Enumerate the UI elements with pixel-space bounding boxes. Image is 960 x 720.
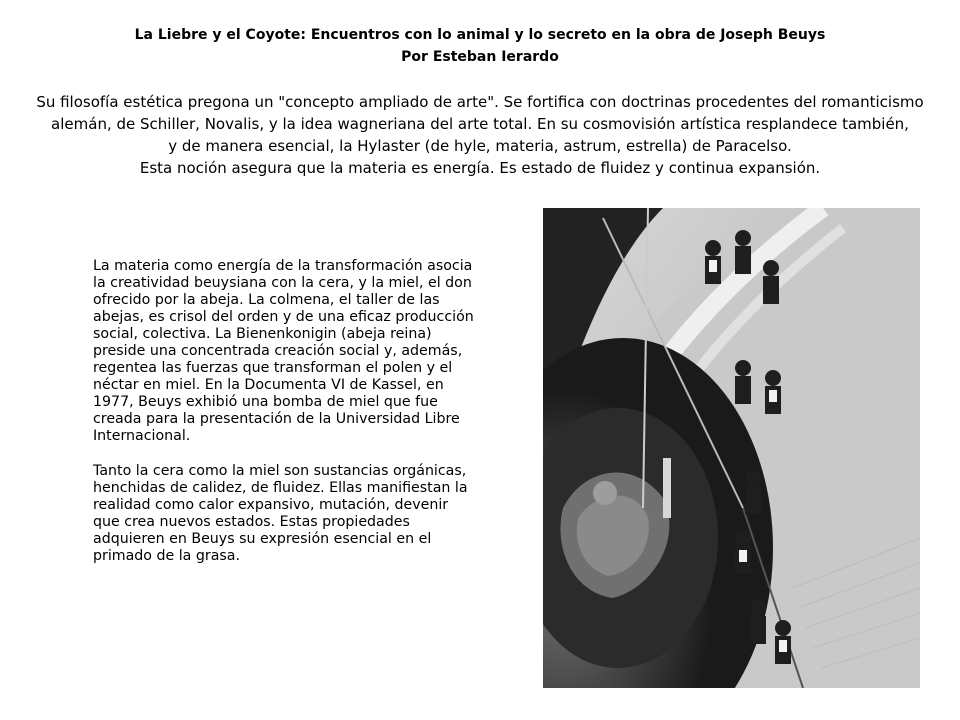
title-line: La Liebre y el Coyote: Encuentros con lo animal y lo secreto en la obra de Joseph Beuys [134, 27, 826, 43]
intro-line-2: alemán, de Schiller, Novalis, y la idea wagneriana del arte total. En su cosmovisión artística resplandece también, [51, 115, 909, 133]
beuys-photo [543, 208, 920, 688]
body-text [93, 258, 478, 583]
intro-line-4: Esta noción asegura que la materia es energía. Es estado de fluidez y continua expansión. [139, 159, 821, 177]
paragraph-wax: Tanto la cera como la miel son sustancias orgánicas, henchidas de calidez, de fluidez. Ellas manifiestan la realidad como calor expansivo, mutación, devenir que crea nuevos estados. Estas propiedades adquieren en Beuys su expresión esencial en el primado de la grasa. [93, 463, 468, 564]
stairwell-photo-illustration [543, 208, 920, 688]
intro-line-3: y de manera esencial, la Hylaster (de hyle, materia, astrum, estrella) de Paracelso. [168, 137, 792, 155]
intro-paragraph [24, 91, 936, 179]
slide-title [20, 24, 940, 68]
author-line: Por Esteban Ierardo [401, 49, 559, 65]
paragraph-honey: La materia como energía de la transformación asocia la creatividad beuysiana con la cera, y la miel, el don ofrecido por la abeja. La colmena, el taller de las abejas, es crisol del orden y de una eficaz producción social, colectiva. La Bienenkonigin (abeja reina) preside una concentrada creación social y, además, regentea las fuerzas que transforman el polen y el néctar en miel. En la Documenta VI de Kassel, en 1977, Beuys exhibió una bomba de miel que fue creada para la presentación de la Universidad Libre Internacional. [93, 258, 474, 444]
intro-line-1: Su filosofía estética pregona un "concepto ampliado de arte". Se fortifica con doctrinas procedentes del romanticismo [36, 93, 924, 111]
